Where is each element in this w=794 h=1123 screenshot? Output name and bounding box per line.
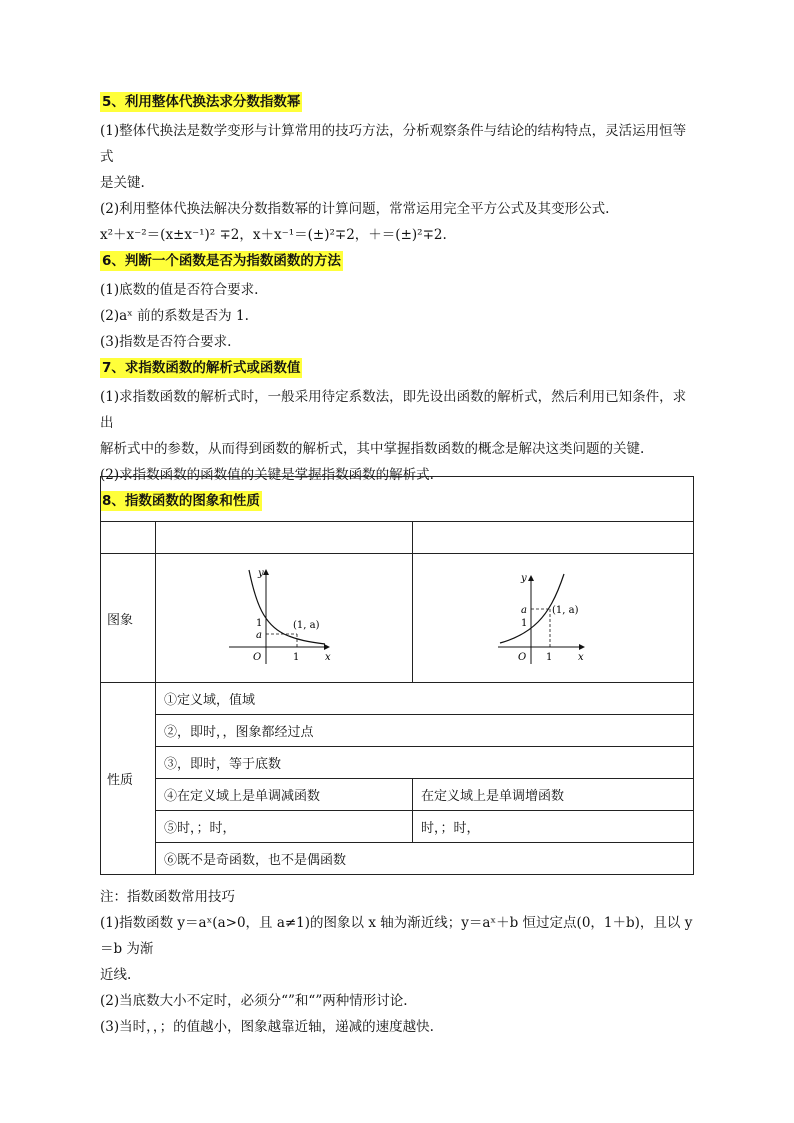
section-6 [100,251,694,355]
point-label: (1, a) [552,604,579,616]
props-row-label: 性质 [101,683,156,875]
property-domain-range: ①定义域，值域 [156,683,694,715]
section-heading: 5、利用整体代换法求分数指数幂 [102,94,301,110]
property-parity: ⑥既不是奇函数，也不是偶函数 [156,843,694,875]
paragraph: (2)利用整体代换法解决分数指数幂的计算问题，常常运用完全平方公式及其变形公式. [100,201,610,217]
paragraph: (1)底数的值是否符合要求. [100,282,259,298]
note-paragraph: (1)指数函数 y＝aˣ(a>0，且 a≠1)的图象以 x 轴为渐近线；y＝aˣ＋b 恒过定点(0，1＋b)，且以 y＝b 为渐 [100,915,693,957]
y-one-label: 1 [256,617,263,629]
paragraph: (2)求指数函数的函数值的关键是掌握指数函数的解析式. [100,467,434,483]
x-one-label: 1 [293,651,300,663]
paragraph: (2)aˣ 前的系数是否为 1. [100,308,249,324]
table-corner-cell [101,522,156,554]
y-axis-label: y [521,572,527,584]
section-5 [100,92,694,248]
paragraph: (3)指数是否符合要求. [100,334,232,350]
paragraph: 解析式中的参数，从而得到函数的解析式，其中掌握指数函数的概念是解决这类问题的关键. [100,441,645,457]
section-heading: 8、指数函数的图象和性质 [102,493,260,509]
section-heading: 6、判断一个函数是否为指数函数的方法 [102,253,341,269]
x-axis-label: x [578,651,584,663]
a-label: a [521,604,527,616]
paragraph: 是关键. [100,175,145,191]
x-one-label: 1 [546,651,553,663]
graph-cell-decreasing [156,554,413,683]
y-one-label: 1 [521,617,528,629]
property-sign-left: ⑤时，；时， [156,811,413,843]
section-heading: 7、求指数函数的解析式或函数值 [102,360,301,376]
formula: x²＋x⁻²＝(x±x⁻¹)² ∓2，x＋x⁻¹＝(±)²∓2，＋＝(±)²∓2. [100,227,447,243]
origin-label: O [253,651,262,663]
table-header-cell [101,477,694,522]
paragraph: (1)求指数函数的解析式时，一般采用待定系数法，即先设出函数的解析式，然后利用已知条件，求出 [100,389,687,431]
column-header-decreasing [156,522,413,554]
y-axis-label: y [258,567,264,579]
increasing-exponential-graph [498,564,608,669]
note-title: 注：指数函数常用技巧 [100,889,235,905]
origin-label: O [518,651,527,663]
property-decreasing: ④在定义域上是单调减函数 [156,779,413,811]
section-7 [100,358,694,488]
point-label: (1, a) [293,619,320,631]
property-fixed-point: ②，即时，，图象都经过点 [156,715,694,747]
exponential-properties-table [100,476,694,875]
decreasing-exponential-graph [229,564,339,669]
note-paragraph: (2)当底数大小不定时，必须分“”和“”两种情形讨论. [100,993,408,1009]
a-label: a [256,629,262,641]
property-increasing: 在定义域上是单调增函数 [413,779,694,811]
graph-cell-increasing [413,554,694,683]
graph-row-label: 图象 [101,554,156,683]
note-paragraph: 近线. [100,967,132,983]
column-header-increasing [413,522,694,554]
note-paragraph: (3)当时，，；的值越小，图象越靠近轴，递减的速度越快. [100,1019,434,1035]
notes-block [100,884,700,1040]
document-body [100,92,694,520]
paragraph: (1)整体代换法是数学变形与计算常用的技巧方法，分析观察条件与结论的结构特点，灵活运用恒等式 [100,123,687,165]
x-axis-label: x [325,651,331,663]
property-value-at-one: ③，即时，等于底数 [156,747,694,779]
property-sign-right: 时，；时， [413,811,694,843]
